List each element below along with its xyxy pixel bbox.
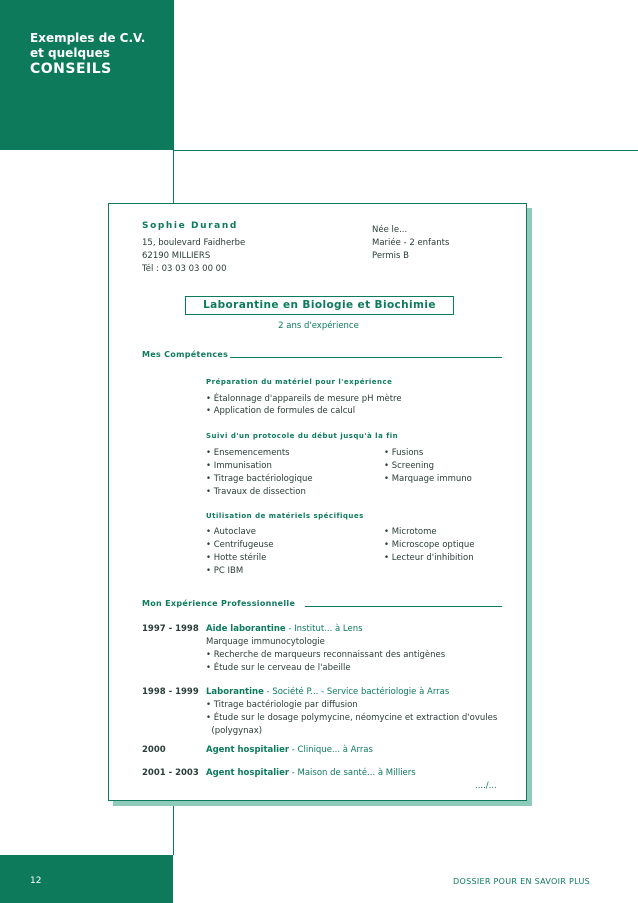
job-place: - Clinique... à Arras xyxy=(289,745,373,755)
job-years: 2000 xyxy=(142,745,166,755)
job-place: - Maison de santé... à Milliers xyxy=(289,768,416,778)
horizontal-rule xyxy=(173,150,638,151)
cv-card xyxy=(108,203,527,801)
vertical-rule-top xyxy=(173,0,174,203)
job-detail: (polygynax) xyxy=(206,726,263,736)
job-role: Agent hospitalier xyxy=(206,745,290,755)
group-title: Utilisation de matériels spécifiques xyxy=(206,512,364,520)
job-heading xyxy=(206,686,449,698)
vertical-rule-bottom xyxy=(173,806,174,855)
skill-item: • Microscope optique xyxy=(384,540,475,550)
experience-years: 2 ans d'expérience xyxy=(278,321,359,331)
header-block xyxy=(0,0,173,150)
skill-item: • Titrage bactériologique xyxy=(206,474,313,484)
personal-line: Mariée - 2 enfants xyxy=(372,238,450,248)
personal-line: Née le... xyxy=(372,225,408,235)
job-detail: • Recherche de marqueurs reconnaissant des antigènes xyxy=(206,650,446,660)
skill-item: • Ensemencements xyxy=(206,448,290,458)
footer-title: DOSSIER POUR EN SAVOIR PLUS xyxy=(453,877,590,886)
job-years: 1998 - 1999 xyxy=(142,687,199,697)
job-detail: • Étude sur le cerveau de l'abeille xyxy=(206,663,351,673)
header-title: CONSEILS xyxy=(30,61,112,77)
footer-panel xyxy=(173,855,638,903)
group-title: Suivi d'un protocole du début jusqu'à la fin xyxy=(206,432,399,440)
job-place: - Institut... à Lens xyxy=(285,624,363,634)
cv-name: Sophie Durand xyxy=(142,221,238,231)
competences-heading: Mes Compétences xyxy=(142,350,229,359)
skill-item: • Microtome xyxy=(384,527,437,537)
skill-item: • Application de formules de calcul xyxy=(206,406,356,416)
job-heading xyxy=(206,623,363,635)
job-role: Aide laborantine xyxy=(206,624,286,634)
skill-item: • Screening xyxy=(384,461,435,471)
header-line-1: Exemples de C.V. xyxy=(30,31,146,45)
page-number: 12 xyxy=(30,876,42,886)
job-role: Laborantine xyxy=(206,687,264,697)
section-rule xyxy=(305,606,502,607)
job-place: - Société P... - Service bactériologie à Arras xyxy=(263,687,450,697)
skill-item: • Hotte stérile xyxy=(206,553,267,563)
job-detail: • Étude sur le dosage polymycine, néomycine et extraction d'ovules xyxy=(206,713,498,723)
header-line-2: et quelques xyxy=(30,46,110,60)
section-rule xyxy=(230,357,502,358)
address-line: 15, boulevard Faidherbe xyxy=(142,238,246,248)
skill-item: • Étalonnage d'appareils de mesure pH mètre xyxy=(206,394,402,404)
job-heading xyxy=(206,767,416,779)
skill-item: • Travaux de dissection xyxy=(206,487,306,497)
skill-item: • Centrifugeuse xyxy=(206,540,274,550)
job-years: 2001 - 2003 xyxy=(142,768,199,778)
continuation-mark: ..../... xyxy=(475,781,497,791)
job-detail: • Titrage bactériologie par diffusion xyxy=(206,700,358,710)
job-detail: Marquage immunocytologie xyxy=(206,637,325,647)
experience-heading: Mon Expérience Professionnelle xyxy=(142,599,296,608)
address-line: 62190 MILLIERS xyxy=(142,251,211,261)
job-years: 1997 - 1998 xyxy=(142,624,199,634)
phone-line: Tél : 03 03 03 00 00 xyxy=(142,264,227,274)
skill-item: • Fusions xyxy=(384,448,424,458)
skill-item: • Lecteur d'inhibition xyxy=(384,553,474,563)
skill-item: • Marquage immuno xyxy=(384,474,472,484)
skill-item: • Immunisation xyxy=(206,461,272,471)
job-heading xyxy=(206,744,373,756)
job-role: Agent hospitalier xyxy=(206,768,290,778)
job-title-box: Laborantine en Biologie et Biochimie xyxy=(185,296,454,315)
skill-item: • PC IBM xyxy=(206,566,244,576)
group-title: Préparation du matériel pour l'expérience xyxy=(206,378,393,386)
personal-line: Permis B xyxy=(372,251,410,261)
skill-item: • Autoclave xyxy=(206,527,256,537)
